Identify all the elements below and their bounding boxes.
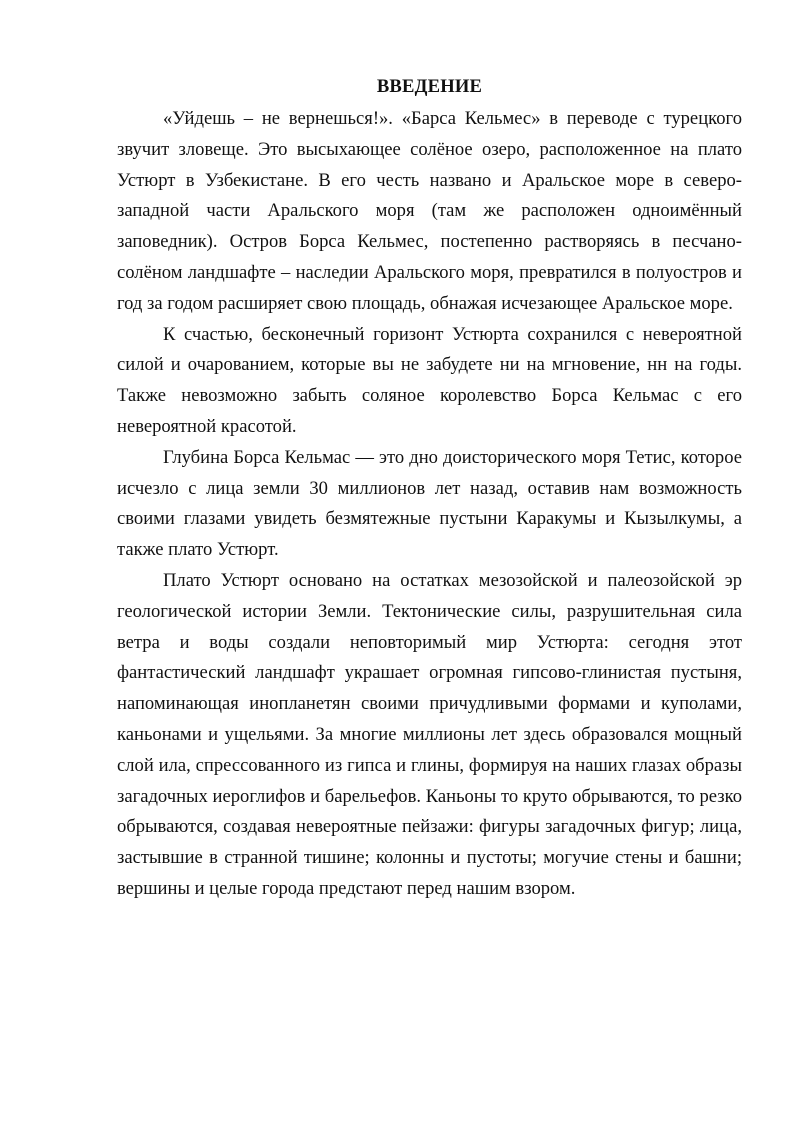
paragraph-2: К счастью, бесконечный горизонт Устюрта сохранился с невероятной силой и очарованием, которые вы не забудете ни на мгновение, нн на годы. Также невозможно забыть соляное королевство Борса Кельмас с его невероятной красотой. bbox=[117, 323, 742, 437]
document-body bbox=[117, 72, 742, 905]
page-title: ВВЕДЕНИЕ bbox=[376, 76, 483, 97]
paragraph-3: Глубина Борса Кельмас — это дно доисторического моря Тетис, которое исчезло с лица земли 30 миллионов лет назад, оставив нам возможность своими глазами увидеть безмятежные пустыни Каракумы и Кызылкумы, а также плато Устюрт. bbox=[117, 446, 742, 561]
paragraph-1: «Уйдешь – не вернешься!». «Барса Кельмес» в переводе с турецкого звучит зловеще. Это высыхающее солёное озеро, расположенное на плато Устюрт в Узбекистане. В его честь названо и Аральское море в северо-западной части Аральского моря (там же расположен одноимённый заповедник). Остров Борса Кельмес, постепенно растворяясь в песчано-солёном ландшафте – наследии Аральского моря, превратился в полуостров и год за годом расширяет свою площадь, обнажая исчезающее Аральское море. bbox=[117, 108, 742, 314]
paragraph-4: Плато Устюрт основано на остатках мезозойской и палеозойской эр геологической истории Земли. Тектонические силы, разрушительная сила ветра и воды создали неповторимый мир Устюрта: сегодня этот фантастический ландшафт украшает огромная гипсово-глинистая пустыня, напоминающая инопланетян своими причудливыми формами и куполами, каньонами и ущельями. За многие миллионы лет здесь образовался мощный слой ила, спрессованного из гипса и глины, формируя на наших глазах образы загадочных иероглифов и барельефов. Каньоны то круто обрываются, то резко обрываются, создавая невероятные пейзажи: фигуры загадочных фигур; лица, застывшие в странной тишине; колонны и пустоты; могучие стены и башни; вершины и целые города предстают перед нашим взором. bbox=[117, 569, 742, 899]
